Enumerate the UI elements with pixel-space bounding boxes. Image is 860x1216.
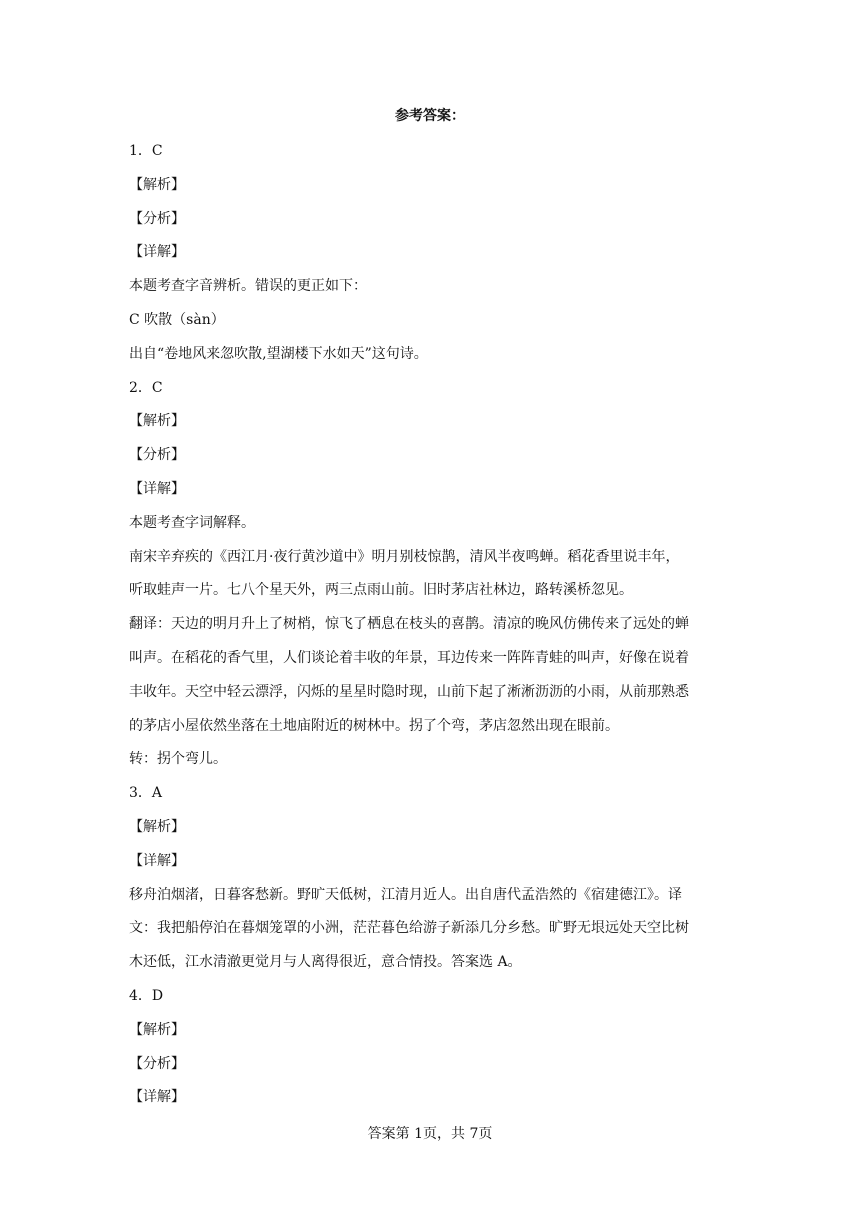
text-line: C 吹散（sàn） [129, 311, 225, 328]
analysis-label: 【解析】 [129, 176, 185, 193]
text-line: 的茅店小屋依然坐落在土地庙附近的树林中。拐了个弯，茅店忽然出现在眼前。 [129, 717, 619, 734]
detail-label: 【详解】 [129, 244, 185, 261]
text-line: 丰收年。天空中轻云漂浮，闪烁的星星时隐时现，山前下起了淅淅沥沥的小雨，从前那熟悉 [129, 683, 689, 700]
answer-3-heading: 3．A [129, 785, 163, 802]
text-line: 木还低，江水清澈更觉月与人离得很近，意合情投。答案选 A。 [129, 954, 522, 971]
detail-label: 【详解】 [129, 852, 185, 869]
analysis-label: 【解析】 [129, 818, 185, 835]
text-line: 转：拐个弯儿。 [129, 751, 227, 768]
analysis-label: 【解析】 [129, 1021, 185, 1038]
text-line: 听取蛙声一片。七八个星天外，两三点雨山前。旧时茅店社林边，路转溪桥忽见。 [129, 582, 633, 599]
text-line: 翻译：天边的明月升上了树梢，惊飞了栖息在枝头的喜鹊。清凉的晚风仿佛传来了远处的蝉 [129, 616, 689, 633]
answer-2-heading: 2．C [129, 379, 163, 396]
page-title: 参考答案： [395, 108, 465, 124]
text-line: 文：我把船停泊在暮烟笼罩的小洲，茫茫暮色给游子新添几分乡愁。旷野无垠远处天空比树 [129, 920, 689, 937]
answer-4-heading: 4．D [129, 987, 164, 1004]
answer-1-heading: 1．C [129, 143, 163, 159]
text-line: 出自“卷地风来忽吹散,望湖楼下水如天”这句诗。 [129, 345, 428, 362]
detail-label: 【详解】 [129, 1089, 185, 1106]
detail-label: 【详解】 [129, 480, 185, 497]
text-line: 移舟泊烟渚，日暮客愁新。野旷天低树，江清月近人。出自唐代孟浩然的《宿建德江》。译 [129, 886, 682, 903]
text-line: 本题考查字音辨析。错误的更正如下： [129, 278, 367, 295]
analysis-label: 【解析】 [129, 413, 185, 430]
text-line: 叫声。在稻花的香气里，人们谈论着丰收的年景，耳边传来一阵阵青蛙的叫声，好像在说着 [129, 649, 689, 666]
answer-content [129, 135, 731, 1115]
reasoning-label: 【分析】 [129, 1055, 185, 1072]
text-line: 南宋辛弃疾的《西江月·夜行黄沙道中》明月别枝惊鹊，清风半夜鸣蝉。稻花香里说丰年， [129, 548, 680, 565]
page-footer: 答案第 1页，共 7页 [367, 1126, 493, 1142]
reasoning-label: 【分析】 [129, 447, 185, 464]
reasoning-label: 【分析】 [129, 210, 185, 227]
text-line: 本题考查字词解释。 [129, 514, 255, 531]
